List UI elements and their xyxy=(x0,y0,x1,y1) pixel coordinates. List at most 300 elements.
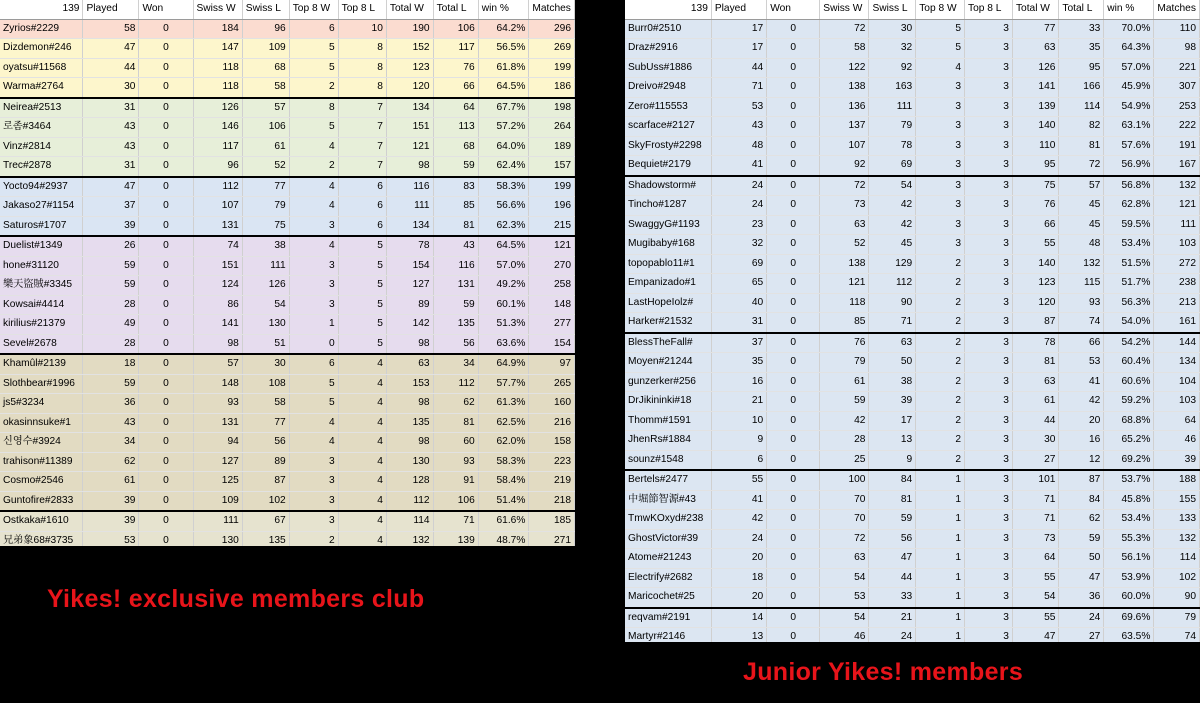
cell-top8-l: 3 xyxy=(964,568,1012,588)
cell-total-l: 93 xyxy=(1059,293,1104,313)
cell-top8-l: 5 xyxy=(338,236,386,256)
cell-swiss-l: 39 xyxy=(869,392,916,412)
cell-win-pct: 62.4% xyxy=(478,157,529,177)
cell-total-l: 45 xyxy=(1059,215,1104,235)
column-header-swiss-l: Swiss L xyxy=(869,0,916,19)
table-row xyxy=(0,413,575,433)
cell-total-w: 89 xyxy=(386,295,433,315)
cell-total-l: 35 xyxy=(1059,39,1104,59)
cell-top8-w: 5 xyxy=(289,118,338,138)
cell-top8-l: 7 xyxy=(338,98,386,118)
cell-played: 55 xyxy=(711,470,766,490)
cell-player: scarface#2127 xyxy=(625,117,711,137)
cell-swiss-l: 130 xyxy=(242,315,289,335)
table-row xyxy=(625,196,1200,216)
table-row xyxy=(0,433,575,453)
cell-swiss-w: 121 xyxy=(820,274,869,294)
cell-matches: 307 xyxy=(1154,78,1200,98)
cell-matches: 121 xyxy=(1154,196,1200,216)
cell-matches: 158 xyxy=(529,433,575,453)
cell-top8-l: 6 xyxy=(338,197,386,217)
cell-total-w: 71 xyxy=(1012,510,1058,530)
cell-swiss-l: 77 xyxy=(242,177,289,197)
cell-win-pct: 62.0% xyxy=(478,433,529,453)
cell-win-pct: 56.6% xyxy=(478,197,529,217)
cell-top8-l: 7 xyxy=(338,157,386,177)
cell-total-l: 62 xyxy=(433,394,478,414)
cell-swiss-l: 68 xyxy=(242,58,289,78)
cell-top8-w: 2 xyxy=(916,372,965,392)
cell-top8-l: 3 xyxy=(964,372,1012,392)
cell-matches: 111 xyxy=(1154,215,1200,235)
column-header-matches: Matches xyxy=(1154,0,1200,19)
cell-player: Mugibaby#168 xyxy=(625,235,711,255)
cell-total-l: 139 xyxy=(433,531,478,546)
cell-won: 0 xyxy=(139,137,193,157)
cell-swiss-l: 71 xyxy=(869,313,916,333)
column-header-played: Played xyxy=(711,0,766,19)
cell-swiss-l: 58 xyxy=(242,394,289,414)
cell-total-l: 116 xyxy=(433,256,478,276)
cell-total-w: 66 xyxy=(1012,215,1058,235)
cell-top8-l: 4 xyxy=(338,511,386,531)
cell-won: 0 xyxy=(139,157,193,177)
cell-top8-l: 6 xyxy=(338,177,386,197)
cell-swiss-w: 53 xyxy=(820,588,869,608)
table-row xyxy=(625,19,1200,39)
cell-played: 28 xyxy=(83,295,139,315)
cell-played: 43 xyxy=(83,137,139,157)
cell-matches: 213 xyxy=(1154,293,1200,313)
left-caption: Yikes! exclusive members club xyxy=(47,585,425,613)
column-header-swiss-l: Swiss L xyxy=(242,0,289,19)
cell-total-l: 34 xyxy=(433,354,478,374)
cell-player: Martyr#2146 xyxy=(625,628,711,643)
cell-swiss-l: 54 xyxy=(242,295,289,315)
cell-matches: 79 xyxy=(1154,608,1200,628)
cell-won: 0 xyxy=(767,176,820,196)
cell-played: 69 xyxy=(711,254,766,274)
cell-total-l: 95 xyxy=(1059,58,1104,78)
cell-won: 0 xyxy=(139,58,193,78)
cell-total-w: 134 xyxy=(386,216,433,236)
cell-won: 0 xyxy=(139,118,193,138)
cell-total-l: 83 xyxy=(433,177,478,197)
cell-swiss-w: 86 xyxy=(193,295,242,315)
table-row xyxy=(625,58,1200,78)
cell-swiss-l: 21 xyxy=(869,608,916,628)
cell-total-w: 139 xyxy=(1012,97,1058,117)
cell-win-pct: 53.4% xyxy=(1104,235,1154,255)
cell-swiss-l: 47 xyxy=(869,549,916,569)
cell-top8-l: 3 xyxy=(964,39,1012,59)
cell-won: 0 xyxy=(139,98,193,118)
cell-won: 0 xyxy=(767,431,820,451)
table-row xyxy=(625,313,1200,333)
cell-matches: 264 xyxy=(529,118,575,138)
cell-played: 31 xyxy=(711,313,766,333)
cell-won: 0 xyxy=(139,354,193,374)
cell-played: 35 xyxy=(711,353,766,373)
cell-total-l: 16 xyxy=(1059,431,1104,451)
cell-win-pct: 45.9% xyxy=(1104,78,1154,98)
cell-played: 43 xyxy=(83,413,139,433)
cell-win-pct: 58.3% xyxy=(478,452,529,472)
cell-matches: 167 xyxy=(1154,156,1200,176)
cell-swiss-w: 109 xyxy=(193,491,242,511)
cell-swiss-w: 92 xyxy=(820,156,869,176)
cell-matches: 221 xyxy=(1154,58,1200,78)
cell-player: SkyFrosty#2298 xyxy=(625,136,711,156)
cell-swiss-l: 67 xyxy=(242,511,289,531)
cell-top8-w: 2 xyxy=(916,411,965,431)
cell-top8-l: 4 xyxy=(338,531,386,546)
cell-player: 신영수#3924 xyxy=(0,433,83,453)
column-header-total-w: Total W xyxy=(1012,0,1058,19)
cell-swiss-l: 33 xyxy=(869,588,916,608)
cell-matches: 161 xyxy=(1154,313,1200,333)
cell-player: Trec#2878 xyxy=(0,157,83,177)
cell-win-pct: 58.4% xyxy=(478,472,529,492)
table-row xyxy=(625,431,1200,451)
cell-matches: 269 xyxy=(529,39,575,59)
table-row xyxy=(625,39,1200,59)
cell-played: 17 xyxy=(711,19,766,39)
cell-played: 31 xyxy=(83,98,139,118)
cell-win-pct: 61.3% xyxy=(478,394,529,414)
cell-played: 32 xyxy=(711,235,766,255)
cell-swiss-l: 96 xyxy=(242,19,289,39)
cell-player: sounz#1548 xyxy=(625,450,711,470)
cell-win-pct: 61.6% xyxy=(478,511,529,531)
cell-total-l: 132 xyxy=(1059,254,1104,274)
cell-swiss-w: 138 xyxy=(820,254,869,274)
cell-player: Thomm#1591 xyxy=(625,411,711,431)
cell-top8-l: 3 xyxy=(964,510,1012,530)
cell-top8-l: 3 xyxy=(964,490,1012,510)
cell-swiss-l: 75 xyxy=(242,216,289,236)
cell-swiss-w: 136 xyxy=(820,97,869,117)
column-header-win-pct: win % xyxy=(1104,0,1154,19)
cell-won: 0 xyxy=(139,276,193,296)
cell-top8-l: 4 xyxy=(338,374,386,394)
cell-top8-l: 3 xyxy=(964,156,1012,176)
cell-total-w: 114 xyxy=(386,511,433,531)
cell-matches: 121 xyxy=(529,236,575,256)
cell-top8-l: 3 xyxy=(964,628,1012,643)
table-row xyxy=(625,136,1200,156)
cell-won: 0 xyxy=(139,177,193,197)
cell-swiss-l: 111 xyxy=(869,97,916,117)
table-row xyxy=(0,118,575,138)
table-row xyxy=(625,568,1200,588)
cell-matches: 148 xyxy=(529,295,575,315)
cell-won: 0 xyxy=(767,450,820,470)
cell-player: Warma#2764 xyxy=(0,78,83,98)
cell-total-w: 142 xyxy=(386,315,433,335)
table-row xyxy=(625,450,1200,470)
cell-top8-w: 2 xyxy=(289,157,338,177)
cell-total-w: 121 xyxy=(386,137,433,157)
column-header-total-w: Total W xyxy=(386,0,433,19)
cell-total-w: 98 xyxy=(386,433,433,453)
cell-played: 41 xyxy=(711,156,766,176)
cell-matches: 271 xyxy=(529,531,575,546)
table-row xyxy=(625,97,1200,117)
cell-player: 로좀#3464 xyxy=(0,118,83,138)
cell-win-pct: 56.3% xyxy=(1104,293,1154,313)
cell-player: Zero#115553 xyxy=(625,97,711,117)
cell-top8-w: 1 xyxy=(916,628,965,643)
cell-player: reqvam#2191 xyxy=(625,608,711,628)
cell-swiss-w: 61 xyxy=(820,372,869,392)
cell-top8-l: 4 xyxy=(338,491,386,511)
cell-played: 44 xyxy=(711,58,766,78)
cell-player: kirilius#21379 xyxy=(0,315,83,335)
cell-played: 13 xyxy=(711,628,766,643)
cell-player: Vinz#2814 xyxy=(0,137,83,157)
cell-total-l: 85 xyxy=(433,197,478,217)
cell-swiss-l: 63 xyxy=(869,333,916,353)
cell-top8-l: 3 xyxy=(964,235,1012,255)
cell-player: JhenRs#1884 xyxy=(625,431,711,451)
cell-top8-w: 1 xyxy=(916,588,965,608)
cell-total-w: 134 xyxy=(386,98,433,118)
cell-top8-w: 5 xyxy=(289,374,338,394)
cell-win-pct: 70.0% xyxy=(1104,19,1154,39)
cell-total-l: 106 xyxy=(433,491,478,511)
cell-total-w: 61 xyxy=(1012,392,1058,412)
cell-top8-l: 3 xyxy=(964,431,1012,451)
cell-matches: 196 xyxy=(529,197,575,217)
cell-total-w: 140 xyxy=(1012,254,1058,274)
cell-swiss-w: 42 xyxy=(820,411,869,431)
cell-total-w: 153 xyxy=(386,374,433,394)
cell-played: 39 xyxy=(83,216,139,236)
cell-player: Khamûl#2139 xyxy=(0,354,83,374)
cell-swiss-l: 129 xyxy=(869,254,916,274)
cell-player: 兄弟象68#3735 xyxy=(0,531,83,546)
cell-played: 61 xyxy=(83,472,139,492)
cell-player: 樂天盜賊#3345 xyxy=(0,276,83,296)
cell-won: 0 xyxy=(767,372,820,392)
cell-won: 0 xyxy=(139,39,193,59)
cell-total-l: 20 xyxy=(1059,411,1104,431)
cell-top8-l: 7 xyxy=(338,118,386,138)
cell-swiss-l: 32 xyxy=(869,39,916,59)
cell-win-pct: 57.0% xyxy=(478,256,529,276)
table-row xyxy=(625,628,1200,643)
cell-player: Slothbear#1996 xyxy=(0,374,83,394)
cell-win-pct: 63.6% xyxy=(478,334,529,354)
cell-player: Moyen#21244 xyxy=(625,353,711,373)
cell-matches: 216 xyxy=(529,413,575,433)
table-row xyxy=(0,491,575,511)
table-row xyxy=(625,78,1200,98)
cell-top8-w: 2 xyxy=(916,313,965,333)
cell-played: 53 xyxy=(711,97,766,117)
cell-player: TmwKOxyd#238 xyxy=(625,510,711,530)
cell-top8-w: 1 xyxy=(916,568,965,588)
cell-top8-l: 3 xyxy=(964,313,1012,333)
cell-total-l: 66 xyxy=(1059,333,1104,353)
table-row xyxy=(0,472,575,492)
cell-total-w: 76 xyxy=(1012,196,1058,216)
cell-played: 47 xyxy=(83,39,139,59)
column-header-top8-l: Top 8 L xyxy=(338,0,386,19)
cell-played: 30 xyxy=(83,78,139,98)
cell-swiss-w: 118 xyxy=(820,293,869,313)
cell-played: 59 xyxy=(83,374,139,394)
cell-top8-l: 3 xyxy=(964,58,1012,78)
table-row xyxy=(0,216,575,236)
cell-swiss-l: 54 xyxy=(869,176,916,196)
cell-win-pct: 57.6% xyxy=(1104,136,1154,156)
cell-top8-w: 4 xyxy=(289,197,338,217)
cell-top8-w: 2 xyxy=(916,353,965,373)
table-row xyxy=(0,334,575,354)
cell-played: 6 xyxy=(711,450,766,470)
cell-top8-l: 4 xyxy=(338,452,386,472)
cell-swiss-l: 135 xyxy=(242,531,289,546)
cell-swiss-w: 130 xyxy=(193,531,242,546)
cell-swiss-w: 54 xyxy=(820,608,869,628)
cell-won: 0 xyxy=(767,196,820,216)
table-row xyxy=(625,392,1200,412)
cell-matches: 157 xyxy=(529,157,575,177)
cell-played: 34 xyxy=(83,433,139,453)
cell-top8-l: 5 xyxy=(338,315,386,335)
cell-top8-w: 8 xyxy=(289,98,338,118)
cell-total-w: 64 xyxy=(1012,549,1058,569)
cell-top8-w: 3 xyxy=(289,452,338,472)
cell-total-l: 82 xyxy=(1059,117,1104,137)
table-row xyxy=(625,490,1200,510)
cell-top8-w: 3 xyxy=(916,176,965,196)
cell-win-pct: 45.8% xyxy=(1104,490,1154,510)
cell-top8-l: 8 xyxy=(338,78,386,98)
cell-win-pct: 55.3% xyxy=(1104,529,1154,549)
table-row xyxy=(625,608,1200,628)
cell-swiss-w: 117 xyxy=(193,137,242,157)
cell-total-l: 166 xyxy=(1059,78,1104,98)
cell-player: Guntofire#2833 xyxy=(0,491,83,511)
cell-total-l: 24 xyxy=(1059,608,1104,628)
cell-won: 0 xyxy=(139,256,193,276)
table-row xyxy=(0,39,575,59)
column-header-top8-l: Top 8 L xyxy=(964,0,1012,19)
cell-total-l: 50 xyxy=(1059,549,1104,569)
cell-played: 10 xyxy=(711,411,766,431)
cell-total-l: 56 xyxy=(433,334,478,354)
cell-total-l: 81 xyxy=(1059,136,1104,156)
right-spreadsheet xyxy=(625,0,1200,642)
cell-won: 0 xyxy=(139,78,193,98)
cell-played: 37 xyxy=(711,333,766,353)
cell-matches: 46 xyxy=(1154,431,1200,451)
cell-swiss-l: 50 xyxy=(869,353,916,373)
cell-won: 0 xyxy=(767,608,820,628)
cell-win-pct: 60.4% xyxy=(1104,353,1154,373)
cell-played: 59 xyxy=(83,276,139,296)
cell-total-w: 95 xyxy=(1012,156,1058,176)
cell-swiss-w: 58 xyxy=(820,39,869,59)
table-row xyxy=(0,177,575,197)
cell-top8-w: 1 xyxy=(916,490,965,510)
cell-played: 9 xyxy=(711,431,766,451)
cell-swiss-l: 30 xyxy=(869,19,916,39)
cell-won: 0 xyxy=(767,97,820,117)
cell-top8-w: 5 xyxy=(289,39,338,59)
cell-player: trahison#11389 xyxy=(0,452,83,472)
cell-swiss-l: 79 xyxy=(242,197,289,217)
cell-won: 0 xyxy=(767,235,820,255)
cell-swiss-w: 72 xyxy=(820,19,869,39)
cell-top8-w: 1 xyxy=(916,510,965,530)
cell-won: 0 xyxy=(767,78,820,98)
table-row xyxy=(0,315,575,335)
cell-top8-l: 3 xyxy=(964,470,1012,490)
cell-swiss-w: 85 xyxy=(820,313,869,333)
cell-swiss-w: 74 xyxy=(193,236,242,256)
cell-player: Dizdemon#246 xyxy=(0,39,83,59)
cell-top8-w: 5 xyxy=(289,58,338,78)
cell-total-w: 98 xyxy=(386,334,433,354)
cell-win-pct: 60.0% xyxy=(1104,588,1154,608)
cell-total-l: 47 xyxy=(1059,568,1104,588)
table-row xyxy=(0,531,575,546)
cell-matches: 215 xyxy=(529,216,575,236)
cell-played: 58 xyxy=(83,19,139,39)
cell-player: DrJikininki#18 xyxy=(625,392,711,412)
table-row xyxy=(0,157,575,177)
column-header-swiss-w: Swiss W xyxy=(820,0,869,19)
column-header-won: Won xyxy=(767,0,820,19)
cell-top8-l: 4 xyxy=(338,413,386,433)
cell-swiss-w: 79 xyxy=(820,353,869,373)
cell-won: 0 xyxy=(139,531,193,546)
cell-swiss-l: 108 xyxy=(242,374,289,394)
cell-player: LastHopeIolz# xyxy=(625,293,711,313)
cell-top8-w: 3 xyxy=(289,256,338,276)
table-row xyxy=(625,117,1200,137)
cell-total-l: 43 xyxy=(433,236,478,256)
cell-total-w: 75 xyxy=(1012,176,1058,196)
cell-top8-w: 4 xyxy=(916,58,965,78)
cell-won: 0 xyxy=(139,452,193,472)
cell-total-w: 54 xyxy=(1012,588,1058,608)
cell-player: Shadowstorm# xyxy=(625,176,711,196)
cell-top8-l: 3 xyxy=(964,450,1012,470)
cell-won: 0 xyxy=(139,19,193,39)
cell-played: 62 xyxy=(83,452,139,472)
cell-win-pct: 64.5% xyxy=(478,78,529,98)
cell-played: 14 xyxy=(711,608,766,628)
cell-matches: 191 xyxy=(1154,136,1200,156)
cell-swiss-w: 124 xyxy=(193,276,242,296)
cell-swiss-l: 51 xyxy=(242,334,289,354)
cell-win-pct: 64.9% xyxy=(478,354,529,374)
cell-top8-l: 3 xyxy=(964,274,1012,294)
column-header-total-l: Total L xyxy=(433,0,478,19)
cell-total-w: 141 xyxy=(1012,78,1058,98)
cell-matches: 218 xyxy=(529,491,575,511)
table-row xyxy=(0,98,575,118)
cell-player: topopablo11#1 xyxy=(625,254,711,274)
right-table xyxy=(625,0,1200,642)
cell-win-pct: 57.7% xyxy=(478,374,529,394)
cell-top8-l: 3 xyxy=(964,333,1012,353)
